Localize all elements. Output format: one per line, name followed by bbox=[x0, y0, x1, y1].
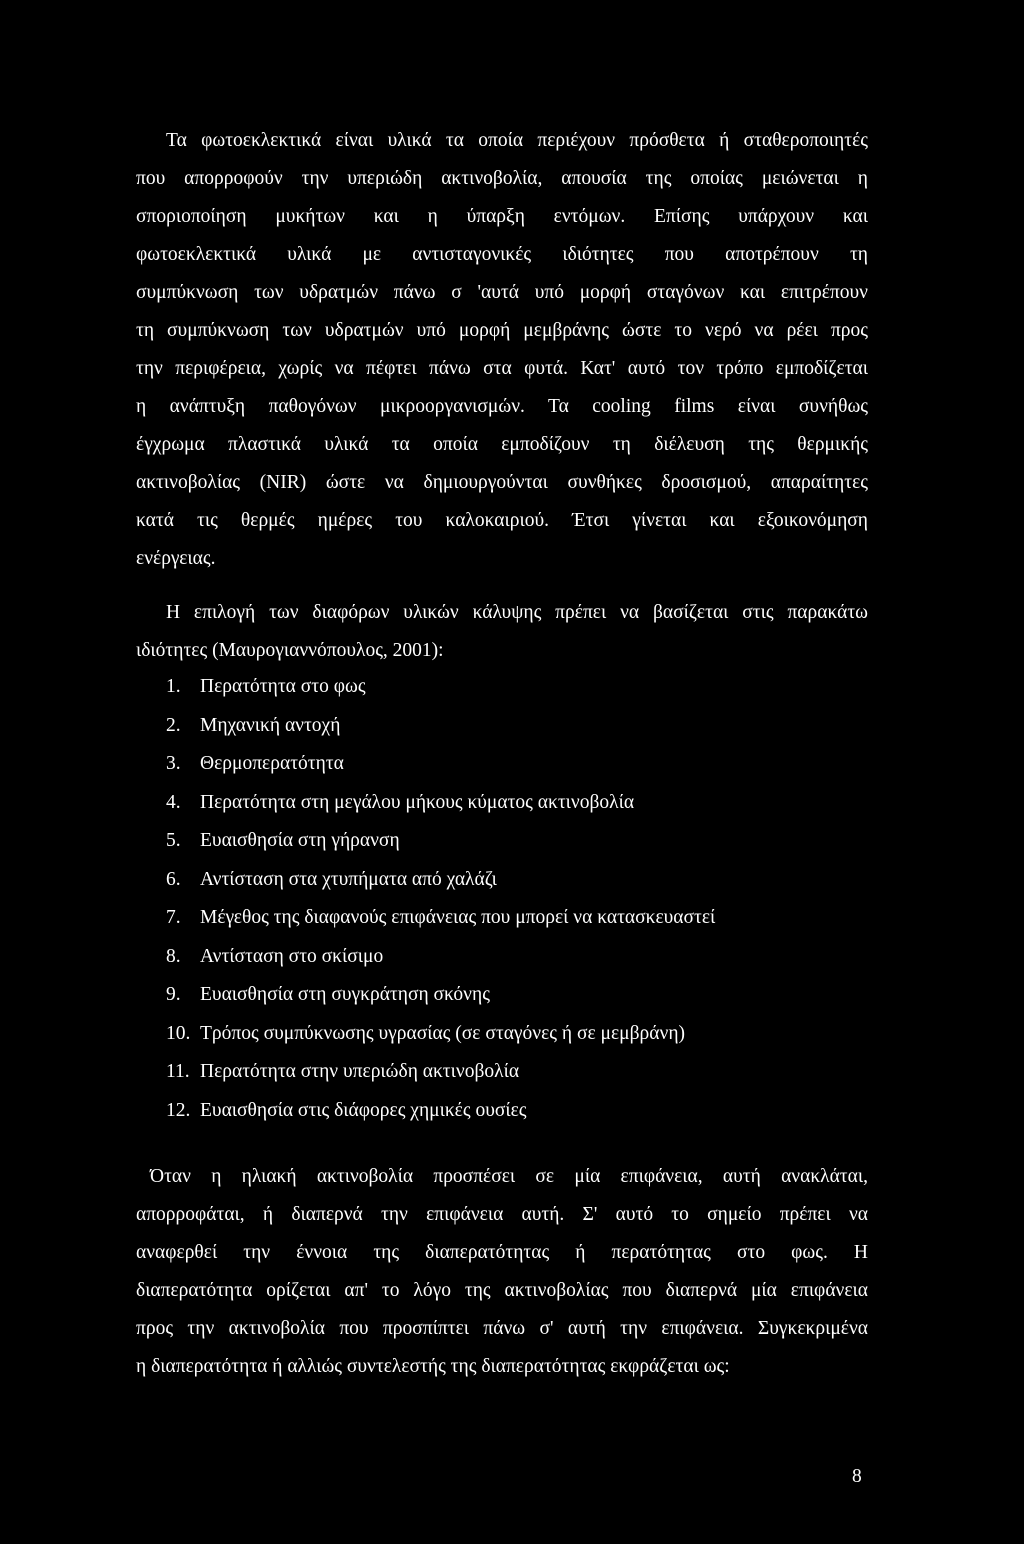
text-line: που απορροφούν την υπεριώδη ακτινοβολία, απουσία της οποίας μειώνεται η bbox=[136, 168, 868, 189]
list-item-number: 12. bbox=[166, 1099, 191, 1121]
text-line: τη συμπύκνωση των υδρατμών υπό μορφή μεμβράνης ώστε το νερό να ρέει προς bbox=[136, 320, 868, 341]
text-line: έγχρωμα πλαστικά υλικά τα οποία εμποδίζουν τη διέλευση της θερμικής bbox=[136, 434, 868, 455]
list-item-number: 5. bbox=[166, 830, 181, 851]
text-line: Η επιλογή των διαφόρων υλικών κάλυψης πρέπει να βασίζεται στις παρακάτω bbox=[166, 602, 868, 623]
list-item-text: Τρόπος συμπύκνωσης υγρασίας (σε σταγόνες ή σε μεμβράνη) bbox=[200, 1022, 686, 1044]
list-item-number: 4. bbox=[166, 791, 181, 813]
list-item bbox=[166, 668, 715, 707]
paragraph-photoselective-materials bbox=[136, 122, 868, 578]
list-item-text: Μηχανική αντοχή bbox=[200, 714, 341, 736]
list-item-text: Αντίσταση στα χτυπήματα από χαλάζι bbox=[200, 868, 497, 890]
text-line: ενέργειας. bbox=[136, 548, 216, 569]
list-item bbox=[166, 938, 715, 977]
list-item-number: 2. bbox=[166, 714, 181, 736]
text-line: Τα φωτοεκλεκτικά είναι υλικά τα οποία περιέχουν πρόσθετα ή σταθεροποιητές bbox=[166, 130, 868, 151]
text-line: η ανάπτυξη παθογόνων μικροοργανισμών. Τα cooling films είναι συνήθως bbox=[136, 396, 868, 417]
page-number: 8 bbox=[852, 1466, 862, 1487]
list-item-text: Περατότητα στη μεγάλου μήκους κύματος ακτινοβολία bbox=[200, 791, 635, 813]
text-line: η διαπερατότητα ή αλλιώς συντελεστής της διαπερατότητας εκφράζεται ως: bbox=[136, 1356, 730, 1377]
text-line: διαπερατότητα ορίζεται απ' το λόγο της ακτινοβολίας που διαπερνά μία επιφάνεια bbox=[136, 1280, 868, 1301]
text-line: συμπύκνωση των υδρατμών πάνω σ 'αυτά υπό μορφή σταγόνων και επιτρέπουν bbox=[136, 282, 868, 303]
text-line: κατά τις θερμές ημέρες του καλοκαιριού. Έτσι γίνεται και εξοικονόμηση bbox=[136, 510, 868, 531]
paragraph-transmittance bbox=[136, 1158, 868, 1386]
list-item bbox=[166, 745, 715, 784]
properties-list bbox=[166, 668, 715, 1130]
list-item-text: Μέγεθος της διαφανούς επιφάνειας που μπορεί να κατασκευαστεί bbox=[200, 907, 716, 928]
list-item-text: Θερμοπερατότητα bbox=[200, 753, 344, 774]
list-item bbox=[166, 707, 715, 746]
list-item-text: Ευαισθησία στη γήρανση bbox=[200, 830, 400, 851]
list-item-number: 1. bbox=[166, 676, 181, 697]
list-item bbox=[166, 1092, 715, 1131]
text-line: ακτινοβολίας (NIR) ώστε να δημιουργούνται συνθήκες δροσισμού, απαραίτητες bbox=[136, 472, 868, 493]
list-item-number: 3. bbox=[166, 753, 181, 774]
list-item bbox=[166, 976, 715, 1015]
text-line: προς την ακτινοβολία που προσπίπτει πάνω σ' αυτή την επιφάνεια. Συγκεκριμένα bbox=[136, 1318, 868, 1339]
list-item bbox=[166, 1053, 715, 1092]
list-item-number: 11. bbox=[166, 1061, 190, 1082]
text-line: φωτοεκλεκτικά υλικά με αντισταγονικές ιδιότητες που αποτρέπουν τη bbox=[136, 244, 868, 265]
text-line: απορροφάται, ή διαπερνά την επιφάνεια αυτή. Σ' αυτό το σημείο πρέπει να bbox=[136, 1204, 868, 1225]
list-item-text: Περατότητα στο φως bbox=[200, 676, 366, 697]
list-item bbox=[166, 784, 715, 823]
list-item-text: Ευαισθησία στις διάφορες χημικές ουσίες bbox=[200, 1099, 527, 1121]
list-item-number: 6. bbox=[166, 868, 181, 890]
list-item-text: Ευαισθησία στη συγκράτηση σκόνης bbox=[200, 984, 490, 1005]
list-item-number: 8. bbox=[166, 945, 181, 967]
list-item bbox=[166, 861, 715, 900]
list-item-text: Περατότητα στην υπεριώδη ακτινοβολία bbox=[200, 1061, 520, 1082]
list-item-number: 9. bbox=[166, 984, 181, 1005]
paragraph-selection-criteria bbox=[136, 594, 868, 670]
text-line: ιδιότητες (Μαυρογιαννόπουλος, 2001): bbox=[136, 640, 444, 661]
list-item-text: Αντίσταση στο σκίσιμο bbox=[200, 945, 384, 967]
list-item-number: 10. bbox=[166, 1022, 191, 1044]
text-line: την περιφέρεια, χωρίς να πέφτει πάνω στα φυτά. Κατ' αυτό τον τρόπο εμποδίζεται bbox=[136, 358, 868, 379]
list-item bbox=[166, 822, 715, 861]
text-line: σποριοποίηση μυκήτων και η ύπαρξη εντόμων. Επίσης υπάρχουν και bbox=[136, 206, 868, 227]
list-item bbox=[166, 1015, 715, 1054]
text-line: αναφερθεί την έννοια της διαπερατότητας ή περατότητας στο φως. Η bbox=[136, 1242, 868, 1263]
list-item-number: 7. bbox=[166, 907, 181, 928]
text-line: Όταν η ηλιακή ακτινοβολία προσπέσει σε μία επιφάνεια, αυτή ανακλάται, bbox=[150, 1166, 868, 1187]
list-item bbox=[166, 899, 715, 938]
